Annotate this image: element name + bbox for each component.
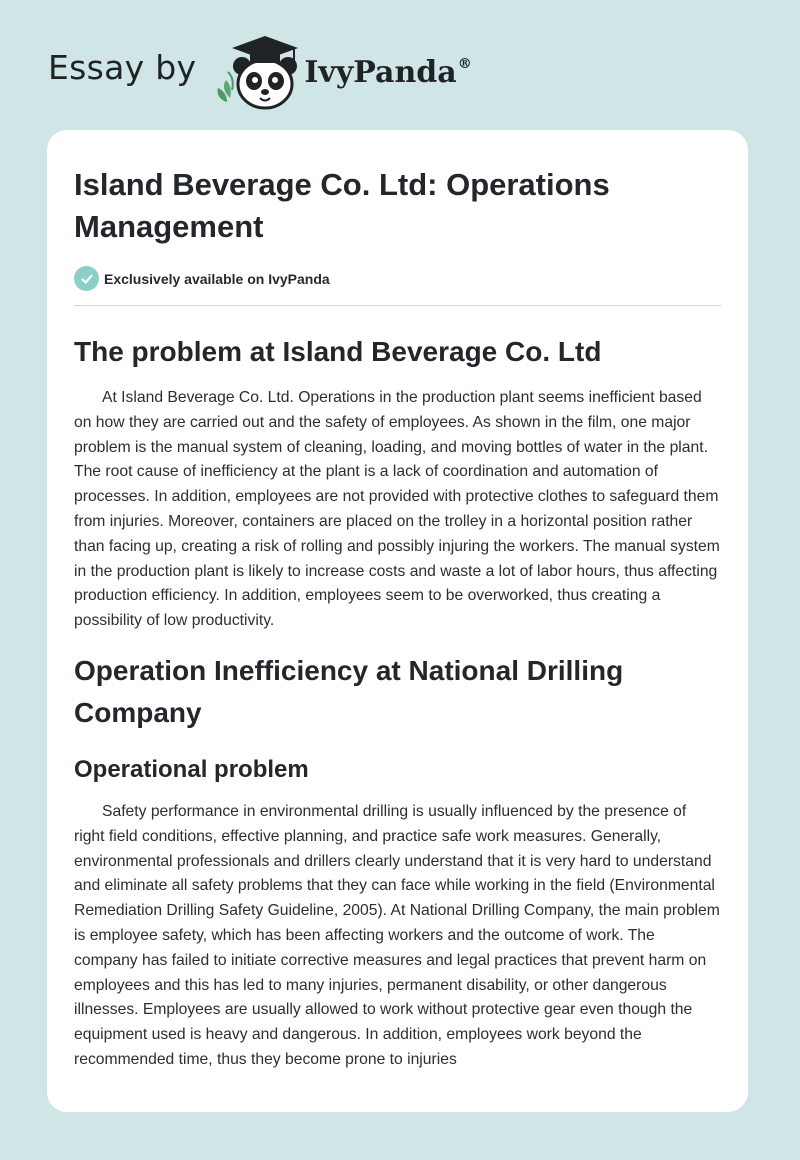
- site-header: [48, 32, 472, 112]
- ivy-leaf-icon: [218, 72, 233, 102]
- section-heading: Operation Inefficiency at National Drilling Company: [74, 654, 624, 728]
- exclusive-label: Exclusively available on IvyPanda: [104, 270, 330, 287]
- exclusive-badge: [74, 266, 721, 306]
- section-paragraph: Safety performance in environmental drilling is usually influenced by the presence of right field conditions, effective planning, and practice safe work measures. Generally, environmental professionals and drillers clearly understand that it is very hard to understand and eliminate all safety problems that they can face while working in the field (Environmental Remediation Drilling Safety Guideline, 2005). At National Drilling Company, the main problem is employee safety, which has been affecting workers and the outcome of work. The company has failed to initiate corrective measures and legal practices that prevent harm on employees and this has led to many injuries, permanent disability, or other dangerous illnesses. Employees are usually allowed to work without protective gear even though the equipment used is heavy and dangerous. In addition, employees work beyond the recommended time, thus they become prone to injuries: [74, 802, 720, 1068]
- brand-prefix: Essay by: [48, 47, 197, 87]
- section-island-beverage: [74, 332, 721, 634]
- section-paragraph: At Island Beverage Co. Ltd. Operations in the production plant seems inefficient based on how they are carried out and the safety of employees. As shown in the film, one major problem is the manual system of cleaning, loading, and moving bottles of water in the plant. The root cause of inefficiency at the plant is a lack of coordination and automation of processes. In addition, employees are not provided with protective clothes to safeguard them from injuries. Moreover, containers are placed on the trolley in a horizontal position rather than facing up, creating a risk of rolling and possibly injuring the workers. The manual system in the production plant is likely to increase costs and waste a lot of labor hours, thus affecting production efficiency. In addition, employees seem to be overworked, thus creating a possibility of low productivity.: [74, 389, 720, 630]
- brand-name-text: IvyPanda: [304, 54, 457, 90]
- panda-logo-icon[interactable]: [210, 32, 302, 112]
- check-circle-icon: [74, 266, 99, 291]
- essay-card: [47, 130, 748, 1112]
- section-subheading: Operational problem: [74, 755, 309, 783]
- registered-mark: ®: [457, 55, 472, 72]
- brand-name[interactable]: [304, 55, 471, 90]
- section-national-drilling: [74, 650, 721, 1073]
- page-title: Island Beverage Co. Ltd: Operations Management: [74, 167, 610, 244]
- section-heading: The problem at Island Beverage Co. Ltd: [74, 336, 602, 367]
